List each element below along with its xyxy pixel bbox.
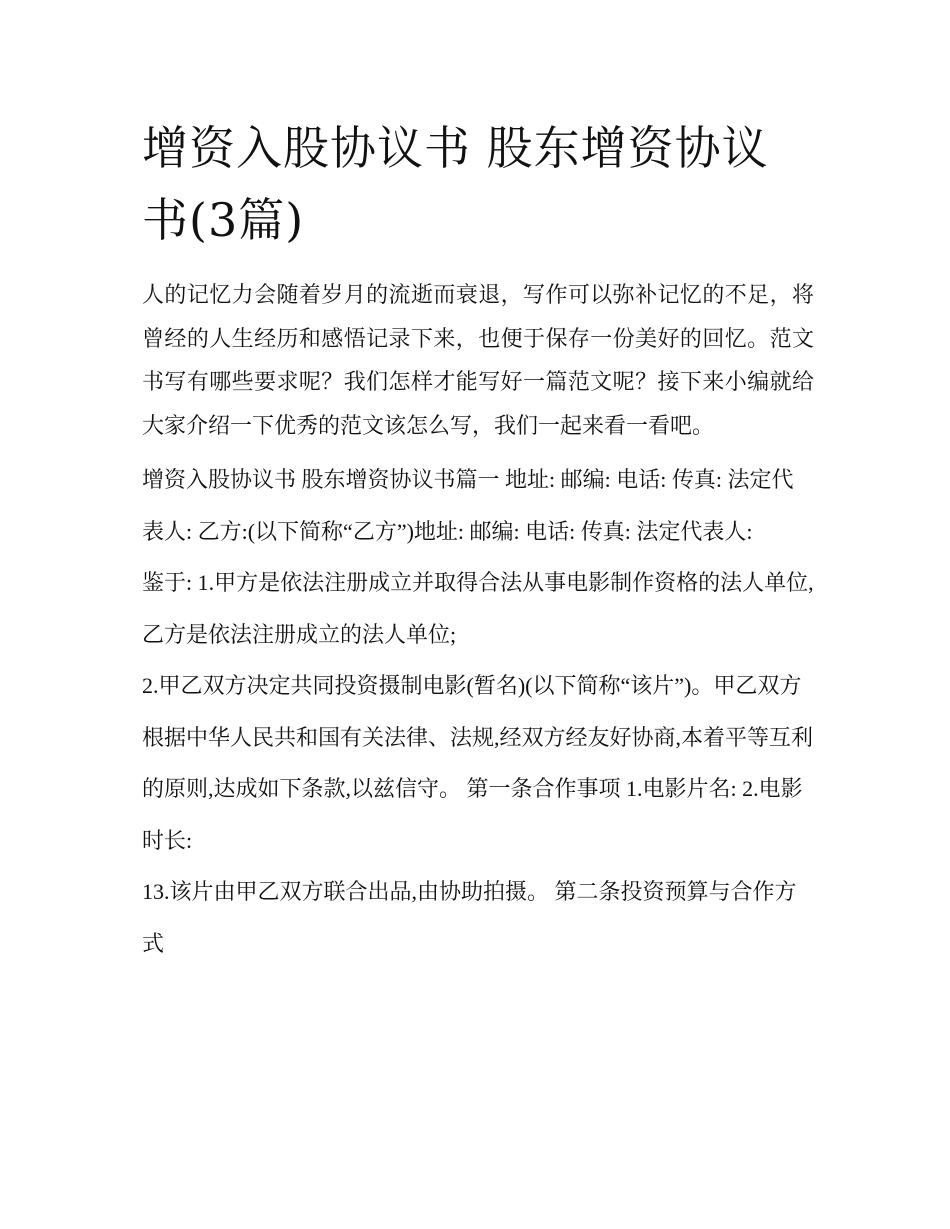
body-paragraph-1: 增资入股协议书 股东增资协议书篇一 地址: 邮编: 电话: 传真: 法定代表人: 乙方:(以下简称“乙方”)地址: 邮编: 电话: 传真: 法定代表人: (142, 467, 794, 544)
body-paragraph-3: 2.甲乙双方决定共同投资摄制电影(暂名)(以下简称“该片”)。甲乙双方根据中华人民共和国有关法律、法规,经双方经友好协商,本着平等互利的原则,达成如下条款,以兹信守。 第一条合作事项 1.电影片名: 2.电影时长: (142, 673, 814, 853)
intro-paragraph: 人的记忆力会随着岁月的流逝而衰退，写作可以弥补记忆的不足，将曾经的人生经历和感悟记录下来，也便于保存一份美好的回忆。范文书写有哪些要求呢？我们怎样才能写好一篇范文呢？接下来小编就给大家介绍一下优秀的范文该怎么写，我们一起来看一看吧。 (142, 283, 814, 439)
body-paragraph-4: 13.该片由甲乙双方联合出品,由协助拍摄。 第二条投资预算与合作方式 (142, 879, 797, 956)
document-title: 增资入股协议书 股东增资协议书(3篇) (142, 121, 769, 247)
body-paragraph-2: 鉴于: 1.甲方是依法注册成立并取得合法从事电影制作资格的法人单位,乙方是依法注册成立的法人单位; (142, 570, 814, 647)
document-page (142, 112, 814, 969)
